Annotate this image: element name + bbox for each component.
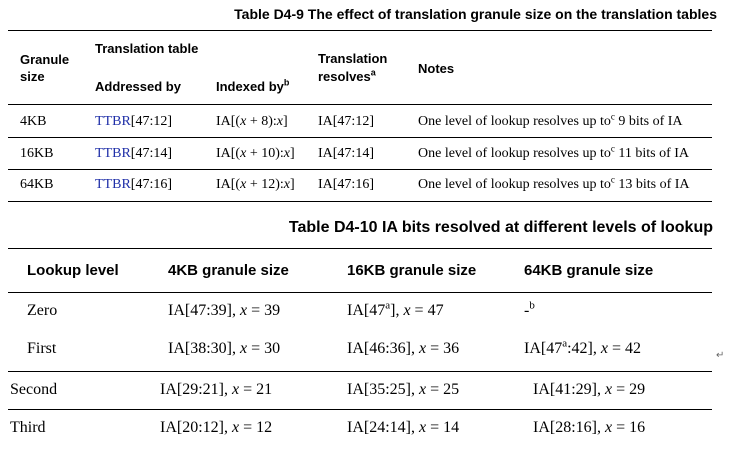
table1-row-64kb-size: 64KB xyxy=(20,177,54,192)
header-translation-table: Translation table xyxy=(95,41,199,56)
table1-row-64kb-indexed: IA[(x + 12):x] xyxy=(216,177,295,192)
table2-row-first-64kb: IA[47$^a$:42], x = 42 xyxy=(524,337,642,357)
table1-row-16kb-ttbr: TTBR[47:14] xyxy=(95,146,172,161)
ttbr-link[interactable]: TTBR xyxy=(95,146,131,161)
return-mark-icon: ↵ xyxy=(716,350,725,361)
table1-row-4kb-size: 4KB xyxy=(20,114,47,129)
table1-row-64kb-ttbr: TTBR[47:16] xyxy=(95,177,172,192)
header-translation-resolves-line1: Translation xyxy=(318,51,388,66)
table2-row-third-4kb: IA[20:12], x = 12 xyxy=(160,419,273,436)
table2-row-third-64kb: IA[28:16], x = 16 xyxy=(533,419,646,436)
table1-row-16kb-resolves: IA[47:14] xyxy=(318,146,374,161)
table1-row-rule-1 xyxy=(8,137,712,138)
table1-row-4kb-indexed: IA[(x + 8):x] xyxy=(216,114,288,129)
ttbr-link[interactable]: TTBR xyxy=(95,177,131,192)
header-notes: Notes xyxy=(418,61,455,76)
table1-row-16kb-indexed: IA[(x + 10):x] xyxy=(216,146,295,161)
ttbr-link[interactable]: TTBR xyxy=(95,114,131,129)
header-lookup-level: Lookup level xyxy=(27,262,119,279)
table1-row-16kb-size: 16KB xyxy=(20,146,54,161)
table2-row-zero-level: Zero xyxy=(27,302,58,319)
table2-header-rule xyxy=(8,292,712,293)
table1-caption: Table D4-9 The effect of translation granule size on the translation tables xyxy=(234,6,717,22)
table1-bottom-rule xyxy=(8,201,712,202)
table2-row-third-16kb: IA[24:14], x = 14 xyxy=(347,419,460,436)
table2-row-first-4kb: IA[38:30], x = 30 xyxy=(168,340,281,357)
table1-row-64kb-note: One level of lookup resolves up $to^c$ 13 bits of IA xyxy=(418,174,690,192)
table1-row-16kb-note: One level of lookup resolves up $to^c$ 11 bits of IA xyxy=(418,143,690,161)
header-granule-size-line2: size xyxy=(20,69,45,84)
table1-row-64kb-resolves: IA[47:16] xyxy=(318,177,374,192)
table1-row-rule-2 xyxy=(8,169,712,170)
table2-row-first-16kb: IA[46:36], x = 36 xyxy=(347,340,460,357)
table1-row-4kb-ttbr: TTBR[47:12] xyxy=(95,114,172,129)
header-translation-resolves-line2: resolves$^a$ xyxy=(318,67,376,84)
table2-row-rule-2 xyxy=(8,409,712,410)
table2-row-zero-4kb: IA[47:39], x = 39 xyxy=(168,302,281,319)
header-addressed-by: Addressed by xyxy=(95,79,181,94)
table2-top-rule xyxy=(8,248,712,249)
table2-row-third-level: Third xyxy=(10,419,46,436)
table2-row-second-64kb: IA[41:29], x = 29 xyxy=(533,381,646,398)
header-64kb-granule-size: 64KB granule size xyxy=(524,262,654,279)
header-16kb-granule-size: 16KB granule size xyxy=(347,262,477,279)
table2-row-second-level: Second xyxy=(10,381,58,398)
table2-row-second-16kb: IA[35:25], x = 25 xyxy=(347,381,460,398)
table2-row-zero-64kb: -$^b$ xyxy=(524,299,535,319)
table2-row-zero-16kb: IA[47$^a$], x = 47 xyxy=(347,299,444,319)
table1-top-rule xyxy=(8,30,712,31)
table2-row-second-4kb: IA[29:21], x = 21 xyxy=(160,381,273,398)
table1-row-4kb-resolves: IA[47:12] xyxy=(318,114,374,129)
table2-caption: Table D4-10 IA bits resolved at different levels of lookup xyxy=(288,219,713,236)
header-indexed-by: Indexed $by^b$ xyxy=(216,77,290,94)
table1-header-rule xyxy=(8,104,712,105)
table2-row-first-level: First xyxy=(27,340,57,357)
table2-row-rule xyxy=(8,371,712,372)
table1-row-4kb-note: One level of lookup resolves up $to^c$ 9 bits of IA xyxy=(418,111,683,129)
header-granule-size-line1: Granule xyxy=(20,52,70,67)
header-4kb-granule-size: 4KB granule size xyxy=(168,262,289,279)
